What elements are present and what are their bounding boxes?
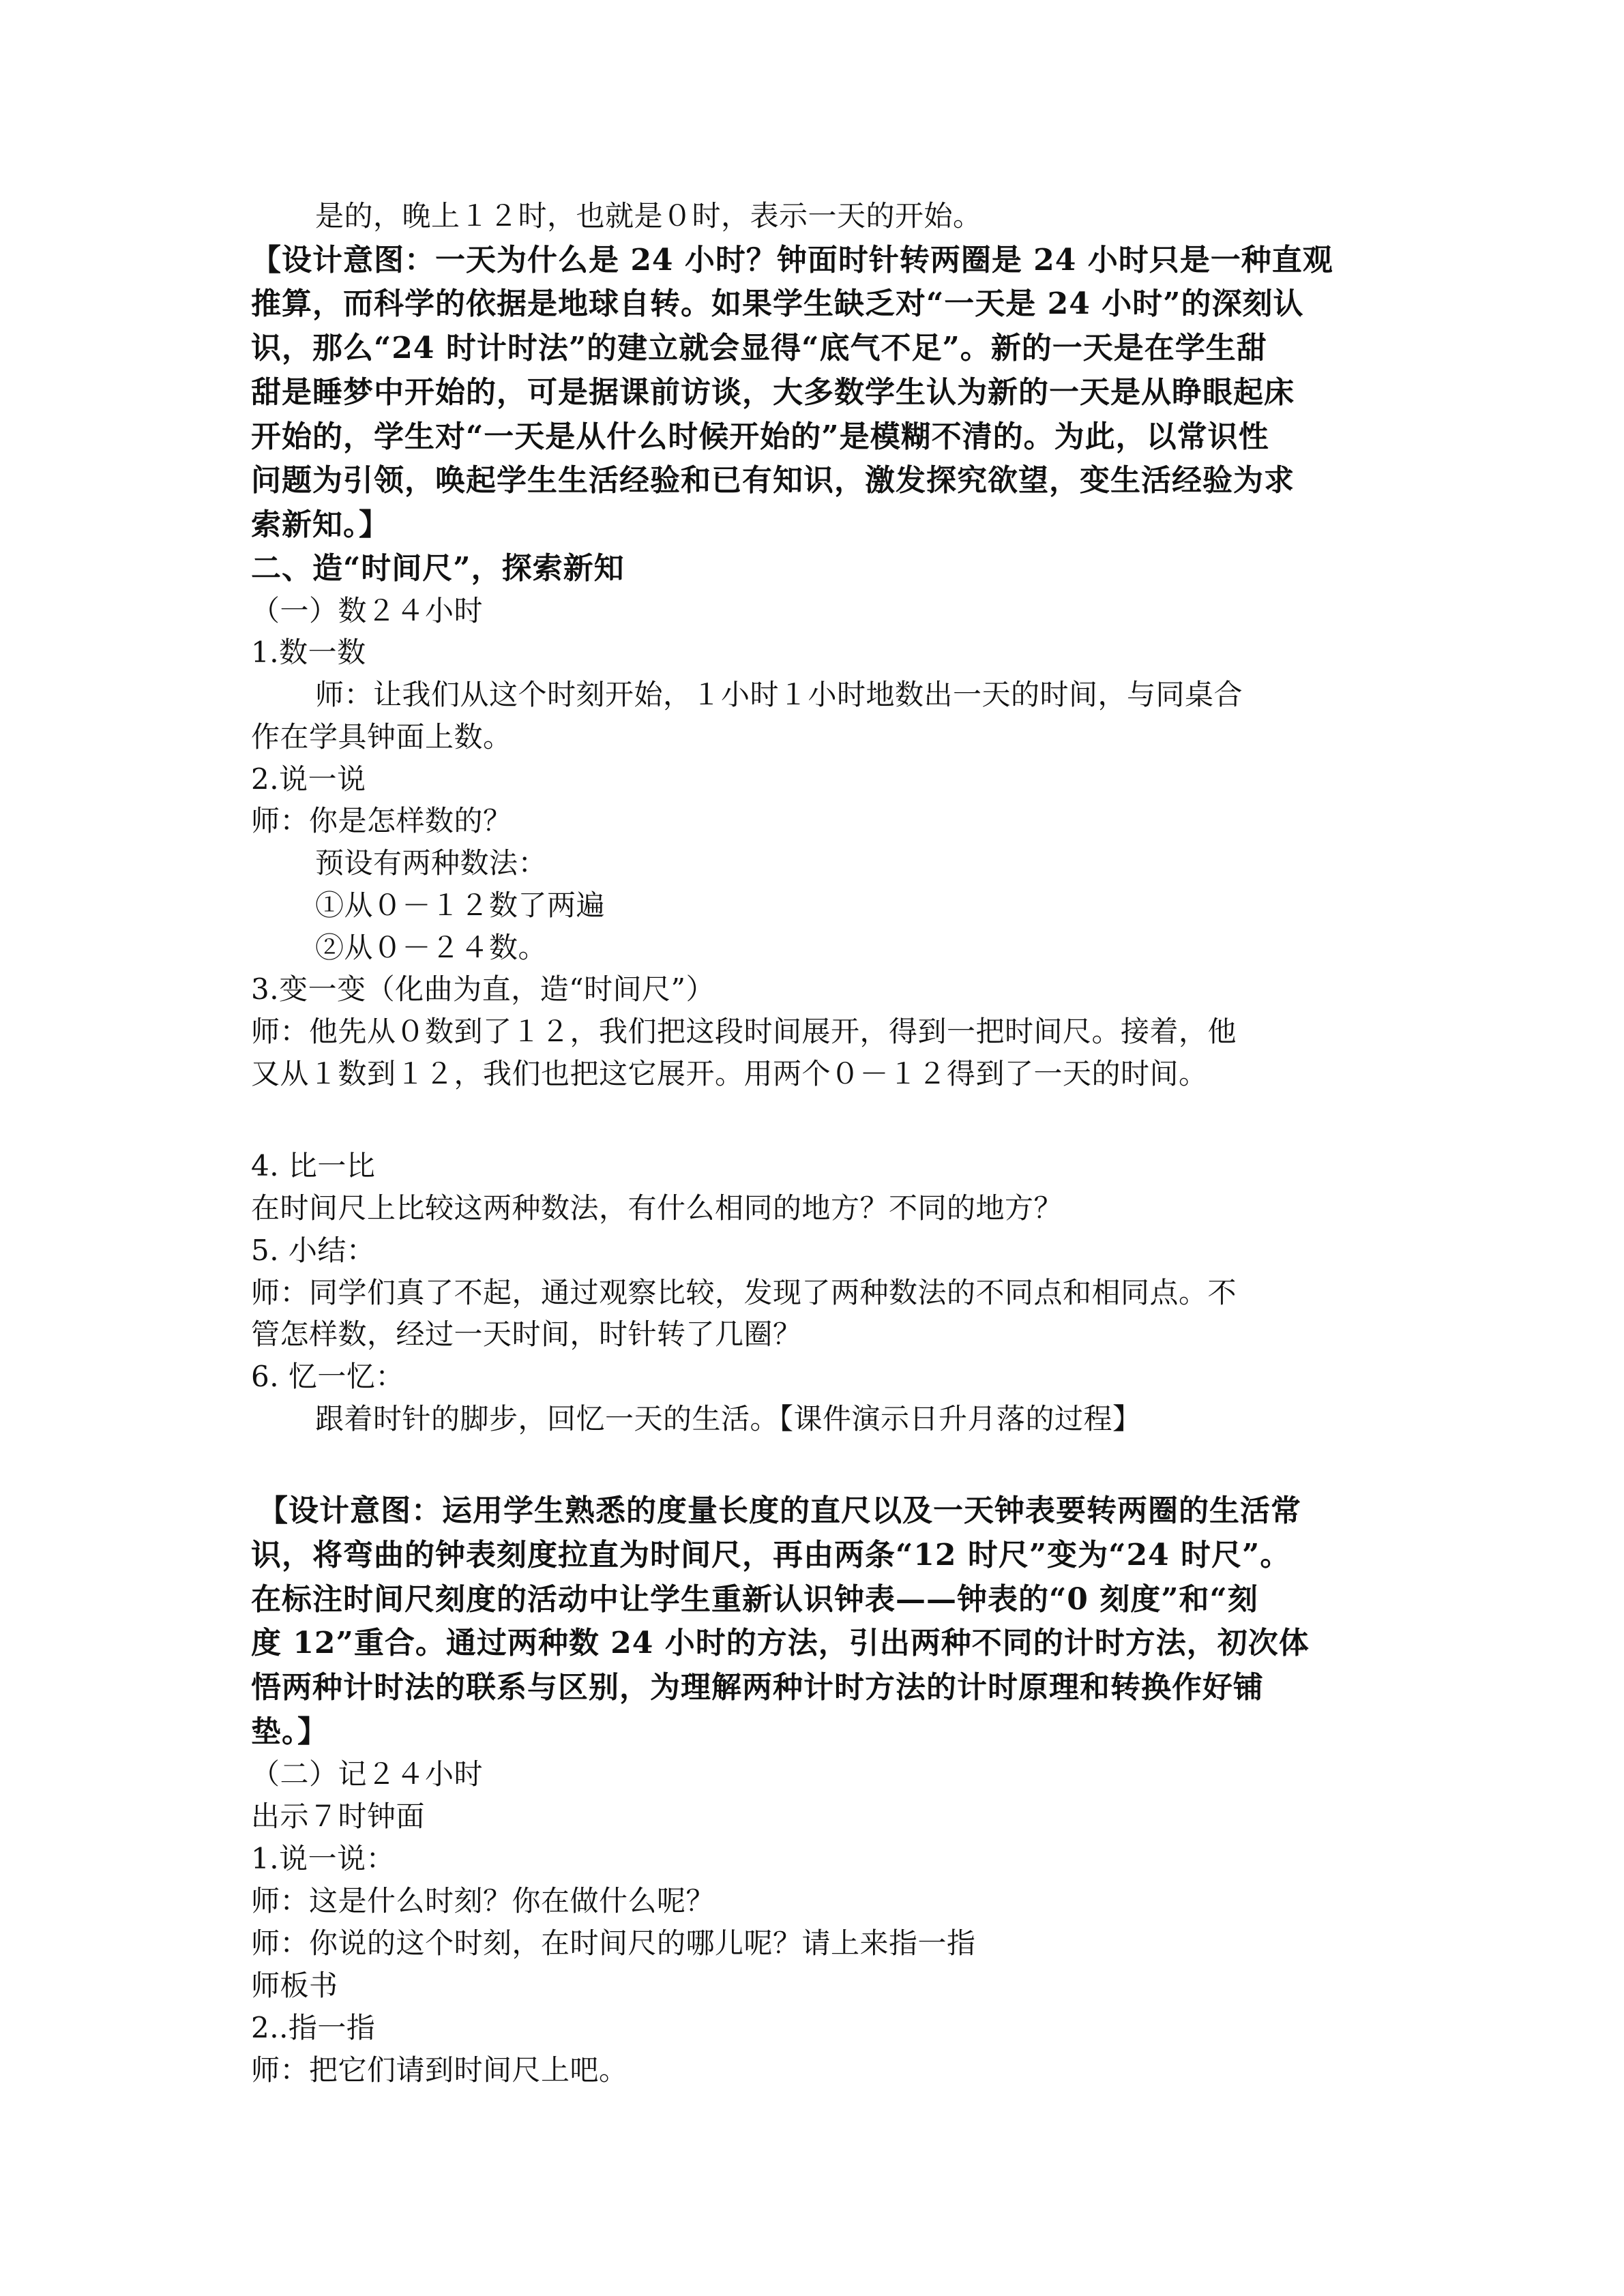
design-intent-2-line-6: 垫。】 [251, 1714, 328, 1749]
step-heading-6: 6. 忆一忆： [251, 1360, 404, 1393]
text-line-28: 跟着时针的脚步，回忆一天的生活。【课件演示日升月落的过程】 [315, 1402, 1142, 1435]
text-line-38: 师：这是什么时刻？你在做什么呢？ [251, 1884, 715, 1918]
text-line-36: 出示７时钟面 [251, 1800, 426, 1833]
design-intent-line-4: 甜是睡梦中开始的，可是据课前访谈，大多数学生认为新的一天是从睁眼起床 [251, 375, 1295, 410]
section-heading-2: 二、造“时间尺”，探索新知 [251, 551, 625, 586]
step-heading-2: 2.说一说 [251, 762, 366, 796]
subsection-heading-1: （一）数２４小时 [251, 594, 484, 627]
text-line-25: 师：同学们真了不起，通过观察比较，发现了两种数法的不同点和相同点。不 [251, 1276, 1237, 1309]
design-intent-line-2: 推算，而科学的依据是地球自转。如果学生缺乏对“一天是 24 小时”的深刻认 [251, 286, 1304, 321]
text-line-16: 预设有两种数法： [315, 846, 548, 880]
design-intent-line-5: 开始的，学生对“一天是从什么时候开始的”是模糊不清的。为此，以常识性 [251, 419, 1269, 454]
step-heading-1: 1.数一数 [251, 636, 366, 669]
text-line-17: ①从０－１２数了两遍 [315, 889, 606, 922]
text-line-39: 师：你说的这个时刻，在时间尺的哪儿呢？请上来指一指 [251, 1926, 976, 1960]
step-heading-3: 3.变一变（化曲为直，造“时间尺”） [251, 972, 715, 1006]
text-line-26: 管怎样数，经过一天时间，时针转了几圈？ [251, 1317, 802, 1351]
text-line-20: 师：他先从０数到了１２，我们把这段时间展开，得到一把时间尺。接着，他 [251, 1015, 1237, 1048]
text-line-15: 师：你是怎样数的？ [251, 804, 512, 837]
text-line-42: 师：把它们请到时间尺上吧。 [251, 2053, 628, 2087]
design-intent-2-line-3: 在标注时间尺刻度的活动中让学生重新认识钟表——钟表的“0 刻度”和“刻 [251, 1582, 1258, 1617]
subsection-heading-2: （二）记２４小时 [251, 1757, 484, 1791]
step-heading-4: 4. 比一比 [251, 1149, 376, 1182]
text-line-12: 师：让我们从这个时刻开始，１小时１小时地数出一天的时间，与同桌合 [315, 678, 1243, 711]
design-intent-2-line-4: 度 12”重合。通过两种数 24 小时的方法，引出两种不同的计时方法，初次体 [251, 1626, 1310, 1660]
step-heading-8: 2..指一指 [251, 2011, 376, 2044]
design-intent-line-7: 索新知。】 [251, 507, 389, 542]
step-heading-7: 1.说一说： [251, 1842, 396, 1875]
text-line-18: ②从０－２４数。 [315, 931, 548, 964]
step-heading-5: 5. 小结： [251, 1234, 376, 1267]
text-line-23: 在时间尺上比较这两种数法，有什么相同的地方？不同的地方？ [251, 1191, 1063, 1225]
text-line-40: 师板书 [251, 1969, 338, 2002]
design-intent-line-6: 问题为引领，唤起学生生活经验和已有知识，激发探究欲望，变生活经验为求 [251, 463, 1295, 498]
text-line-1: 是的，晚上１２时，也就是０时，表示一天的开始。 [315, 199, 982, 233]
design-intent-2-line-2: 识，将弯曲的钟表刻度拉直为时间尺，再由两条“12 时尺”变为“24 时尺”。 [251, 1538, 1291, 1572]
design-intent-2-line-1: 【设计意图：运用学生熟悉的度量长度的直尺以及一天钟表要转两圈的生活常 [258, 1493, 1301, 1528]
design-intent-2-line-5: 悟两种计时法的联系与区别，为理解两种计时方法的计时原理和转换作好铺 [251, 1670, 1264, 1705]
design-intent-line-3: 识，那么“24 时计时法”的建立就会显得“底气不足”。新的一天是在学生甜 [251, 331, 1267, 366]
design-intent-line-1: 【设计意图：一天为什么是 24 小时？钟面时针转两圈是 24 小时只是一种直观 [251, 243, 1333, 278]
text-line-21: 又从１数到１２，我们也把这它展开。用两个０－１２得到了一天的时间。 [251, 1057, 1208, 1090]
text-line-13: 作在学具钟面上数。 [251, 720, 512, 754]
